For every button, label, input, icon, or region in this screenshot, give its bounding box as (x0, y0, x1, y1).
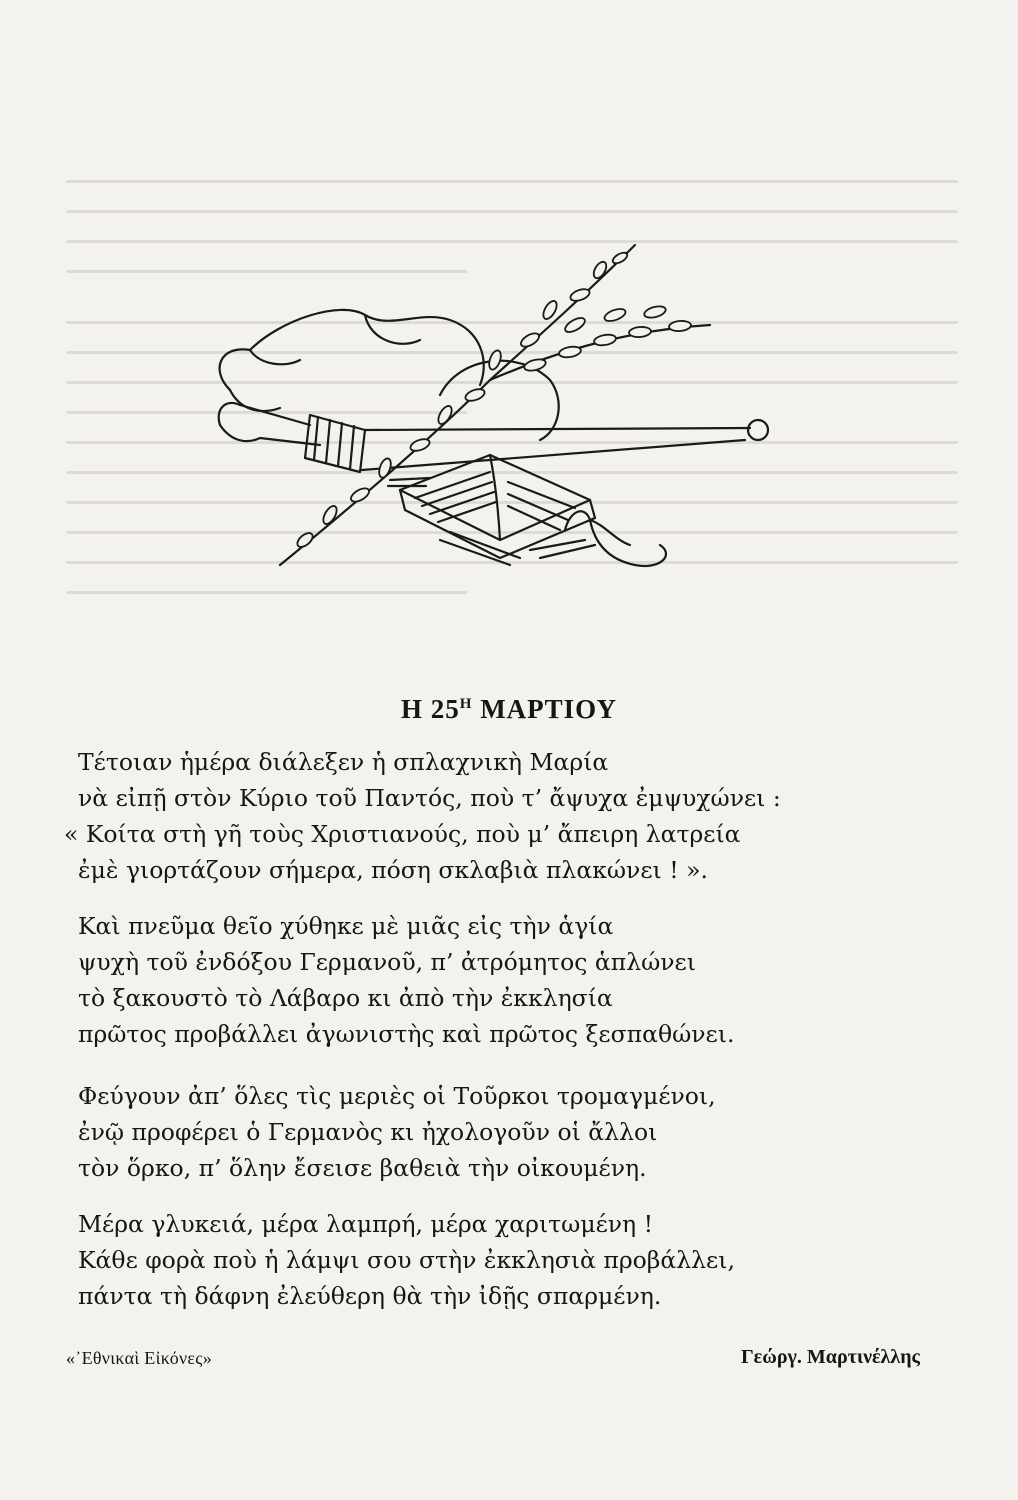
stanza-3 (78, 1078, 781, 1186)
poem-body (64, 744, 781, 1334)
verse-line: ψυχὴ τοῦ ἐνδόξου Γερμανοῦ, π’ ἀτρόμητος ἁπλώνει (78, 948, 696, 976)
title-prefix: Η (401, 694, 424, 725)
verse-line: Φεύγουν ἀπ’ ὅλες τὶς μεριὲς οἱ Τοῦρκοι τρομαγμένοι, (78, 1082, 716, 1110)
stanza-2 (78, 908, 781, 1052)
verse-line: ἐμὲ γιορτάζουν σήμερα, πόση σκλαβιὰ πλακώνει ! ». (78, 856, 708, 884)
flag-book-laurel-emblem (190, 240, 780, 600)
verse-line: νὰ εἰπῇ στὸν Κύριο τοῦ Παντός, ποὺ τ’ ἄψυχα ἐμψυχώνει : (78, 784, 781, 812)
poem-title (0, 694, 1018, 725)
verse-line: Τέτοιαν ἡμέρα διάλεξεν ἡ σπλαχνικὴ Μαρία (78, 748, 609, 776)
stanza-4 (78, 1206, 781, 1314)
verse-line: Κάθε φορὰ ποὺ ἡ λάμψι σου στὴν ἐκκλησιὰ προβάλλει, (78, 1246, 735, 1274)
verse-line: Μέρα γλυκειά, μέρα λαμπρή, μέρα χαριτωμένη ! (78, 1210, 654, 1238)
verse-line: « Κοίτα στὴ γῆ τοὺς Χριστιανούς, ποὺ μ’ ἄπειρη λατρεία (64, 820, 741, 848)
author-signature: Γεώργ. Μαρτινέλλης (740, 1346, 920, 1368)
title-number: 25 (430, 694, 460, 725)
verse-line: τὸ ξακουστὸ τὸ Λάβαρο κι ἀπὸ τὴν ἐκκλησία (78, 984, 613, 1012)
stanza-1 (64, 744, 781, 888)
source-citation: «᾿Εθνικαὶ Εἰκόνες» (66, 1348, 213, 1368)
title-word: ΜΑΡΤΙΟΥ (480, 694, 617, 725)
verse-line: ἐνῷ προφέρει ὁ Γερμανὸς κι ἠχολογοῦν οἱ ἄλλοι (78, 1118, 658, 1146)
verse-line: πάντα τὴ δάφνη ἐλεύθερη θὰ τὴν ἰδῇς σπαρμένη. (78, 1282, 662, 1310)
verse-line: Καὶ πνεῦμα θεῖο χύθηκε μὲ μιᾶς εἰς τὴν ἁγία (78, 912, 614, 940)
verse-line: πρῶτος προβάλλει ἀγωνιστὴς καὶ πρῶτος ξεσπαθώνει. (78, 1020, 735, 1048)
verse-line: τὸν ὅρκο, π’ ὅλην ἔσεισε βαθειὰ τὴν οἰκουμένη. (78, 1154, 647, 1182)
title-superscript: Η (459, 696, 473, 713)
